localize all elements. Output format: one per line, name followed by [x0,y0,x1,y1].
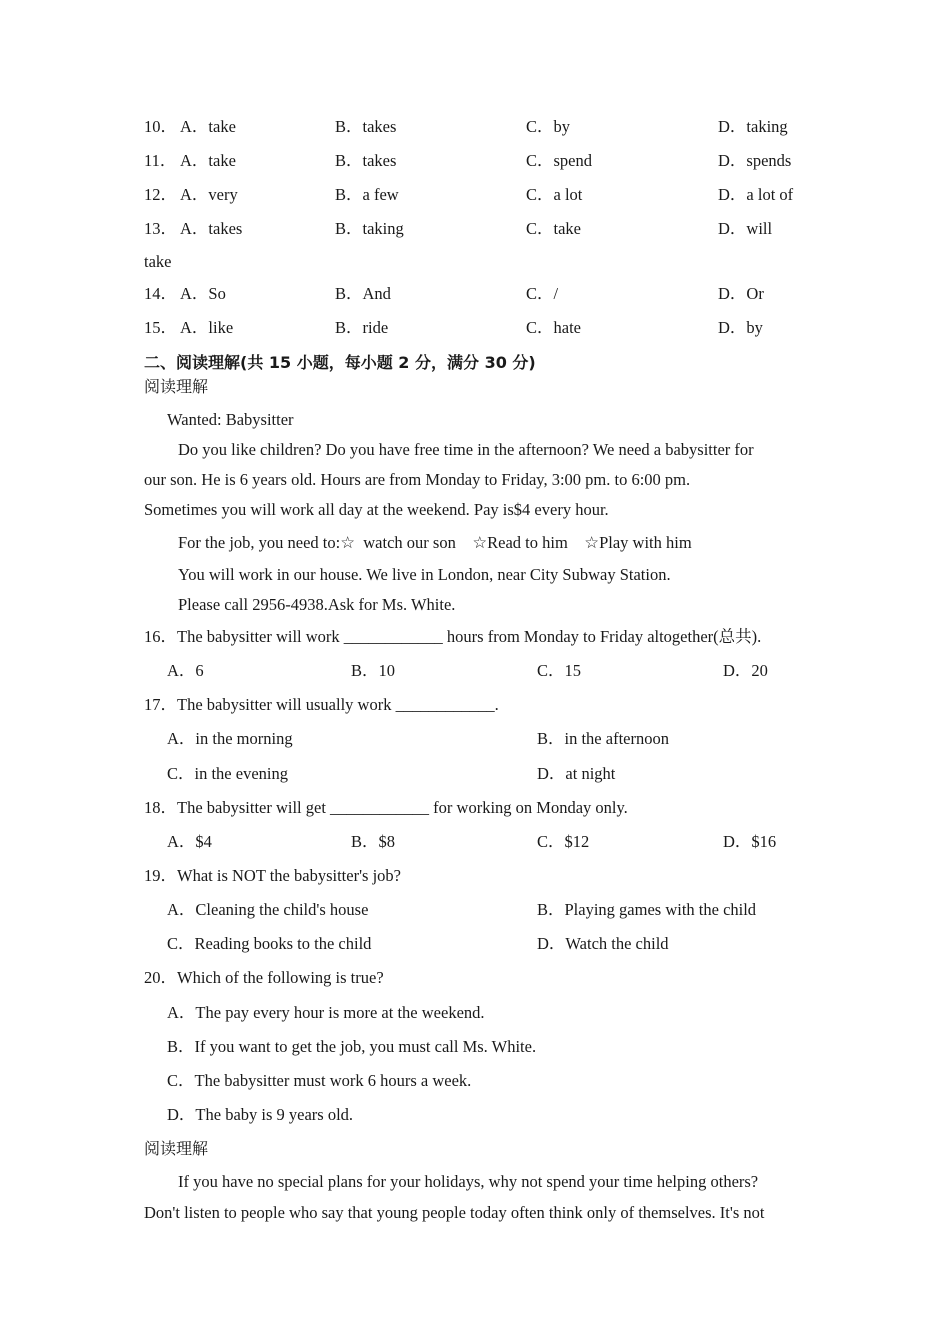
option-c: C．The babysitter must work 6 hours a week. [167,1071,472,1090]
option-c: C．take [526,219,581,238]
passage-line: Don't listen to people who say that young people today often think only of themselves. It's not [144,1203,765,1222]
option-d: D．Or [718,284,764,303]
question-stem: 17．The babysitter will usually work ____________. [144,695,499,714]
passage-line: If you have no special plans for your holidays, why not spend your time helping others? [178,1172,759,1191]
question-stem: 18．The babysitter will get ____________ for working on Monday only. [144,798,628,817]
option-a: A．very [180,185,238,204]
option-d: D．will [718,219,773,238]
option-d: D．a lot of [718,185,794,204]
question-number: 11． [144,151,177,170]
reading-label: 阅读理解 [144,377,209,396]
ad-paragraph-line: Do you like children? Do you have free time in the afternoon? We need a babysitter for [178,440,754,459]
option-d: D．Watch the child [537,934,669,953]
option-b: B．$8 [351,832,396,851]
option-b: B．ride [335,318,389,337]
option-c: C．$12 [537,832,590,851]
option-a: A．take [180,117,236,136]
option-a: A．like [180,318,234,337]
option-d: D．spends [718,151,792,170]
ad-paragraph-line: our son. He is 6 years old. Hours are from Monday to Friday, 3:00 pm. to 6:00 pm. [144,470,691,489]
option-c: C．15 [537,661,582,680]
option-a: A．The pay every hour is more at the weekend. [167,1003,485,1022]
ad-paragraph-line: Sometimes you will work all day at the weekend. Pay is$4 every hour. [144,500,609,519]
option-d: D．by [718,318,763,337]
option-d: D．$16 [723,832,777,851]
option-c: C．in the evening [167,764,288,783]
ad-contact: Please call 2956-4938.Ask for Ms. White. [178,595,456,614]
option-a: A．6 [167,661,204,680]
option-c: C．hate [526,318,581,337]
question-number: 10． [144,117,177,136]
option-a: A．So [180,284,226,303]
option-d-wrap: take [144,252,172,271]
option-d: D．20 [723,661,768,680]
option-b: B．taking [335,219,404,238]
option-c: C．a lot [526,185,583,204]
option-d: D．at night [537,764,616,783]
question-number: 15． [144,318,177,337]
question-number: 12． [144,185,177,204]
ad-title: Wanted: Babysitter [167,410,294,429]
option-b: B．takes [335,117,397,136]
option-a: A．takes [180,219,243,238]
question-stem: 19．What is NOT the babysitter's job? [144,866,401,885]
option-a: A．take [180,151,236,170]
option-b: B．Playing games with the child [537,900,757,919]
question-stem: 16．The babysitter will work ____________ hours from Monday to Friday altogether(总共). [144,627,762,646]
option-b: B．in the afternoon [537,729,669,748]
option-a: A．$4 [167,832,212,851]
option-b: B．If you want to get the job, you must call Ms. White. [167,1037,537,1056]
option-c: C．Reading books to the child [167,934,372,953]
question-number: 13． [144,219,177,238]
option-b: B．a few [335,185,399,204]
option-a: A．Cleaning the child's house [167,900,369,919]
option-c: C．by [526,117,571,136]
option-b: B．takes [335,151,397,170]
option-b: B．10 [351,661,396,680]
question-stem: 20．Which of the following is true? [144,968,384,987]
ad-job-duties: For the job, you need to:☆ watch our son ☆Read to him ☆Play with him [178,533,692,552]
section-heading: 二、阅读理解(共 15 小题，每小题 2 分，满分 30 分) [144,353,536,372]
option-c: C．spend [526,151,592,170]
option-c: C．/ [526,284,559,303]
ad-location: You will work in our house. We live in London, near City Subway Station. [178,565,671,584]
question-number: 14． [144,284,177,303]
option-d: D．The baby is 9 years old. [167,1105,354,1124]
option-b: B．And [335,284,391,303]
reading-label: 阅读理解 [144,1139,209,1158]
option-a: A．in the morning [167,729,293,748]
option-d: D．taking [718,117,788,136]
